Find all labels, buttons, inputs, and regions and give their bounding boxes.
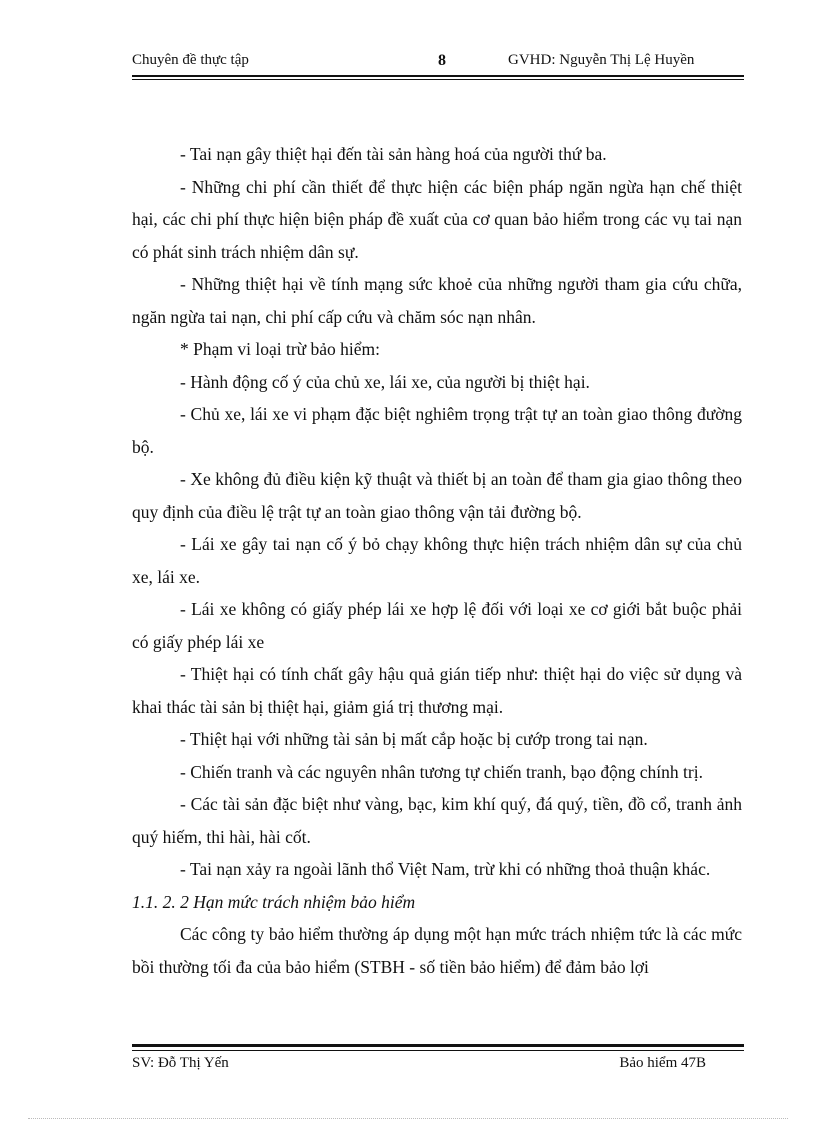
paragraph: - Thiệt hại với những tài sản bị mất cắp hoặc bị cướp trong tai nạn.: [180, 729, 648, 749]
paragraph: - Lái xe không có giấy phép lái xe hợp lệ đối với loại xe cơ giới bắt buộc phải có giấy phép lái xe: [132, 599, 742, 652]
paragraph: - Tai nạn xảy ra ngoài lãnh thổ Việt Nam, trừ khi có những thoả thuận khác.: [180, 859, 711, 879]
paragraph: - Những chi phí cần thiết để thực hiện các biện pháp ngăn ngừa hạn chế thiệt hại, các chi phí thực hiện biện pháp đề xuất của cơ quan bảo hiểm trong các vụ tai nạn có phát sinh trách nhiệm dân sự.: [132, 176, 742, 262]
paragraph: - Thiệt hại có tính chất gây hậu quả gián tiếp như: thiệt hại do việc sử dụng và khai thác tài sản bị thiệt hại, giảm giá trị thương mại.: [132, 664, 742, 717]
footer-rule-thin: [132, 1050, 744, 1051]
header-document-type: Chuyên đề thực tập: [132, 52, 249, 68]
paragraph: - Các tài sản đặc biệt như vàng, bạc, kim khí quý, đá quý, tiền, đồ cổ, tranh ảnh quý hiếm, thi hài, hài cốt.: [132, 794, 742, 847]
paragraph: - Chủ xe, lái xe vi phạm đặc biệt nghiêm trọng trật tự an toàn giao thông đường bộ.: [132, 404, 742, 457]
footer-rule: [132, 1044, 744, 1047]
page-header: [132, 52, 744, 74]
page-number: 8: [438, 52, 446, 69]
header-rule-thin: [132, 79, 744, 80]
paragraph: - Chiến tranh và các nguyên nhân tương tự chiến tranh, bạo động chính trị.: [180, 761, 703, 782]
page-edge: [28, 1118, 788, 1119]
paragraph: - Lái xe gây tai nạn cố ý bỏ chạy không thực hiện trách nhiệm dân sự của chủ xe, lái xe.: [132, 534, 742, 587]
footer-student: SV: Đỗ Thị Yến: [132, 1055, 229, 1071]
header-rule: [132, 75, 744, 77]
paragraph: Các công ty bảo hiểm thường áp dụng một hạn mức trách nhiệm tức là các mức bồi thường tối đa của bảo hiểm (STBH - số tiền bảo hiểm) để đảm bảo lợi: [132, 924, 742, 977]
paragraph: - Những thiệt hại về tính mạng sức khoẻ của những người tham gia cứu chữa, ngăn ngừa tai nạn, chi phí cấp cứu và chăm sóc nạn nhân.: [132, 274, 742, 327]
paragraph: - Xe không đủ điều kiện kỹ thuật và thiết bị an toàn để tham gia giao thông theo quy định của điều lệ trật tự an toàn giao thông vận tải đường bộ.: [132, 469, 742, 522]
paragraph: - Tai nạn gây thiệt hại đến tài sản hàng hoá của người thứ ba.: [180, 144, 607, 164]
page-footer: [132, 1055, 744, 1077]
footer-class: Bảo hiểm 47B: [619, 1055, 706, 1071]
page-body: [132, 138, 742, 983]
section-heading: 1.1. 2. 2 Hạn mức trách nhiệm bảo hiểm: [132, 891, 416, 912]
paragraph: - Hành động cố ý của chủ xe, lái xe, của người bị thiệt hại.: [180, 371, 590, 392]
header-supervisor: GVHD: Nguyễn Thị Lệ Huyền: [508, 52, 695, 68]
paragraph: * Phạm vi loại trừ bảo hiểm:: [180, 339, 381, 359]
